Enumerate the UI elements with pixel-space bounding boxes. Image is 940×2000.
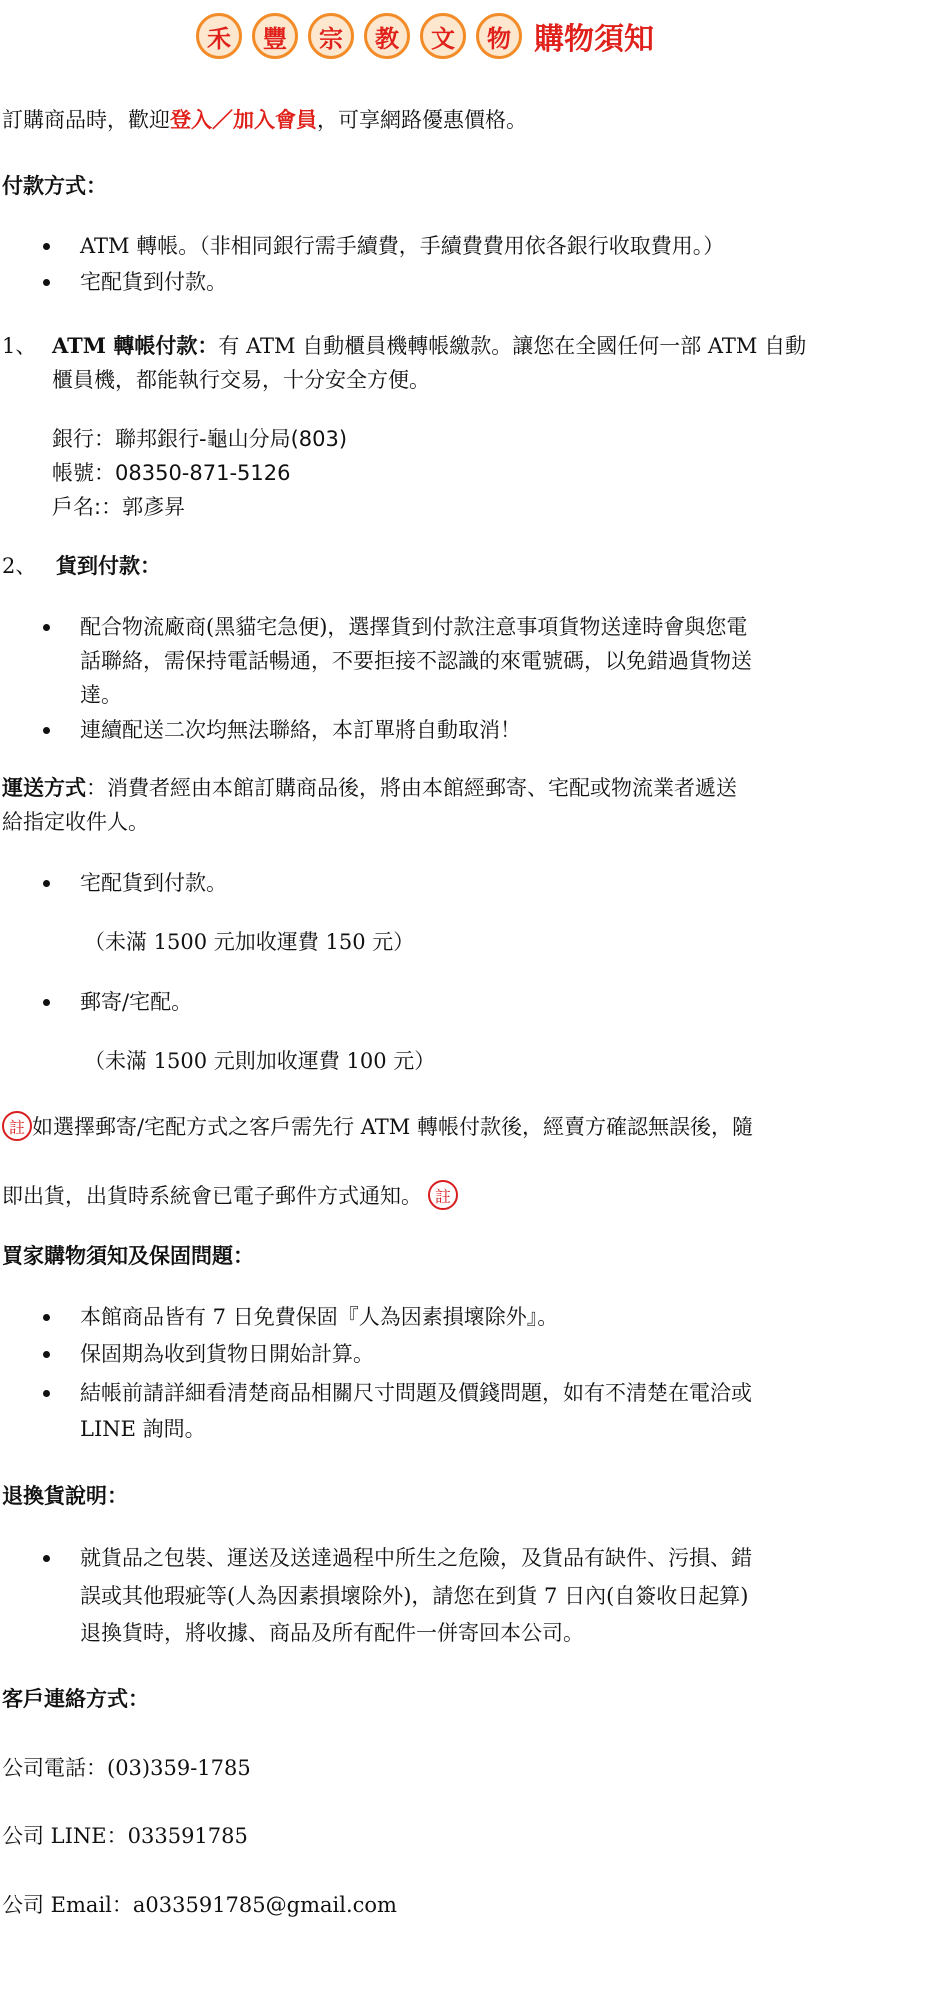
item1-line1	[52, 330, 806, 360]
note-line2	[2, 1180, 458, 1210]
intro-line	[2, 104, 527, 134]
bullet-dot	[43, 880, 50, 887]
login-register-link[interactable]: 登入／加入會員	[170, 107, 317, 132]
note-text-line1: 如選擇郵寄/宅配方式之客戶需先行 ATM 轉帳付款後，經賣方確認無誤後，隨	[32, 1115, 753, 1139]
shipping-option2: 郵寄/宅配。	[80, 990, 193, 1014]
contact-email[interactable]: 公司 Email：a033591785@gmail.com	[2, 1893, 397, 1917]
logo-seal-1: 禾	[196, 13, 242, 59]
cod-bullet1-line2: 話聯絡，需保持電話暢通，不要拒接不認識的來電號碼，以免錯過貨物送	[80, 649, 752, 673]
header-logo	[196, 12, 654, 60]
bullet-dot	[43, 1390, 50, 1397]
note-icon: 註	[2, 1111, 32, 1141]
item1-number: 1、	[2, 334, 37, 358]
cod-bullet2: 連續配送二次均無法聯絡，本訂單將自動取消！	[80, 718, 521, 742]
bullet-dot	[43, 727, 50, 734]
item2-number: 2、	[2, 554, 37, 578]
bullet-dot	[43, 999, 50, 1006]
returns-line1: 就貨品之包裝、運送及送達過程中所生之危險，及貨品有缺件、污損、錯	[80, 1546, 752, 1570]
contact-line-id: 公司 LINE：033591785	[2, 1824, 248, 1848]
item1-text-line1: 有 ATM 自動櫃員機轉帳繳款。讓您在全國任何一部 ATM 自動	[218, 334, 807, 358]
warranty-bullet3-line1: 結帳前請詳細看清楚商品相關尺寸問題及價錢問題，如有不清楚在電洽或	[80, 1381, 752, 1405]
note-icon: 註	[428, 1180, 458, 1210]
shipping-option1: 宅配貨到付款。	[80, 871, 227, 895]
item1-text-line2: 櫃員機，都能執行交易，十分安全方便。	[52, 368, 430, 392]
cod-bullet1-line3: 達。	[80, 683, 122, 707]
bank-account: 帳號：08350-871-5126	[52, 461, 291, 485]
account-holder: 戶名:：郭彥昇	[52, 495, 186, 519]
warranty-bullet3-line2: LINE 詢問。	[80, 1417, 206, 1441]
bullet-dot	[43, 243, 50, 250]
payment-bullet-atm: ATM 轉帳。（非相同銀行需手續費，手續費費用依各銀行收取費用。）	[80, 234, 725, 258]
shipping-line1	[2, 772, 737, 802]
item2-title: 貨到付款：	[56, 553, 161, 578]
note-line1	[2, 1111, 753, 1141]
warranty-bullet1: 本館商品皆有 7 日免費保固『人為因素損壞除外』。	[80, 1305, 559, 1329]
bullet-dot	[43, 1555, 50, 1562]
bullet-dot	[43, 279, 50, 286]
bank-name: 銀行：聯邦銀行-龜山分局(803)	[52, 427, 348, 451]
bullet-dot	[43, 1351, 50, 1358]
warranty-heading: 買家購物須知及保固問題：	[2, 1243, 254, 1268]
payment-heading: 付款方式：	[2, 173, 107, 198]
item1-title: ATM 轉帳付款：	[52, 333, 219, 358]
shipping-option1-fee: （未滿 1500 元加收運費 150 元）	[84, 930, 415, 954]
page-title: 購物須知	[534, 22, 654, 57]
logo-seal-4: 教	[364, 13, 410, 59]
returns-heading: 退換貨說明：	[2, 1483, 128, 1508]
shipping-heading: 運送方式	[2, 775, 86, 800]
logo-seal-5: 文	[420, 13, 466, 59]
shipping-option2-fee: （未滿 1500 元則加收運費 100 元）	[84, 1049, 436, 1073]
shipping-text-line2: 給指定收件人。	[2, 810, 149, 834]
payment-bullet-cod: 宅配貨到付款。	[80, 270, 227, 294]
warranty-bullet2: 保固期為收到貨物日開始計算。	[80, 1342, 374, 1366]
returns-line3: 退換貨時，將收據、商品及所有配件一併寄回本公司。	[80, 1621, 584, 1645]
bullet-dot	[43, 624, 50, 631]
shipping-text-line1: ：消費者經由本館訂購商品後，將由本館經郵寄、宅配或物流業者遞送	[86, 776, 737, 800]
logo-seal-3: 宗	[308, 13, 354, 59]
contact-phone: 公司電話：(03)359-1785	[2, 1756, 251, 1780]
returns-line2: 誤或其他瑕疵等(人為因素損壞除外)，請您在到貨 7 日內(自簽收日起算)	[80, 1584, 749, 1608]
intro-text-after: ，可享網路優惠價格。	[317, 108, 527, 132]
intro-text-before: 訂購商品時，歡迎	[2, 108, 170, 132]
bullet-dot	[43, 1314, 50, 1321]
contact-heading: 客戶連絡方式：	[2, 1686, 149, 1711]
logo-seal-6: 物	[476, 13, 522, 59]
cod-bullet1-line1: 配合物流廠商(黑貓宅急便)，選擇貨到付款注意事項貨物送達時會與您電	[80, 615, 748, 639]
logo-seal-2: 豐	[252, 13, 298, 59]
note-text-line2: 即出貨，出貨時系統會已電子郵件方式通知。	[2, 1184, 422, 1208]
